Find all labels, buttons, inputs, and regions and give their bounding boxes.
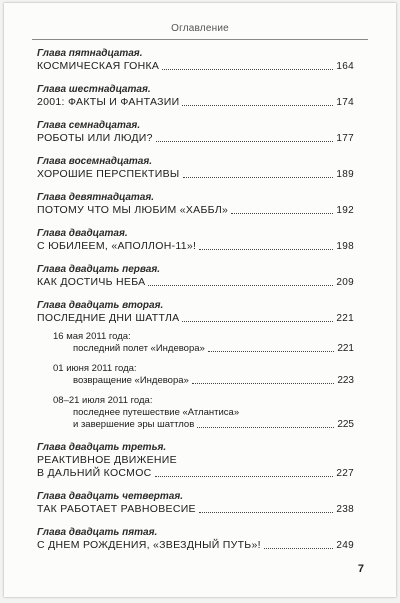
toc-entry [37, 120, 354, 145]
chapter-page-number: 192 [336, 205, 354, 216]
chapter-label: Глава семнадцатая. [37, 120, 141, 131]
dot-leader [183, 176, 334, 178]
chapter-title-row [37, 168, 354, 181]
chapter-title: ПОСЛЕДНИЕ ДНИ ШАТТЛА [37, 312, 180, 324]
chapter-label: Глава двадцать первая. [37, 264, 161, 275]
dot-leader [199, 248, 333, 250]
chapter-title-line: РЕАКТИВНОЕ ДВИЖЕНИЕ [37, 454, 177, 466]
chapter-label: Глава двадцать четвертая. [37, 491, 183, 502]
dot-leader [182, 320, 333, 322]
subsection-list [37, 331, 354, 431]
dot-leader [197, 426, 334, 428]
chapter-label: Глава восемнадцатая. [37, 156, 152, 167]
subsection-title-row [73, 343, 354, 355]
chapter-title: ХОРОШИЕ ПЕРСПЕКТИВЫ [37, 168, 180, 180]
chapter-title-row [37, 204, 354, 217]
chapter-page-number: 209 [336, 277, 354, 288]
running-head: Оглавление [171, 23, 229, 34]
dot-leader [264, 547, 334, 549]
subsection-title-row [73, 375, 354, 387]
chapter-page-number: 174 [336, 97, 354, 108]
dot-leader [231, 212, 333, 214]
toc-entry [37, 491, 354, 516]
chapter-title-row [37, 132, 354, 145]
chapter-title: 2001: ФАКТЫ И ФАНТАЗИИ [37, 96, 180, 108]
dot-leader [155, 475, 334, 477]
chapter-title: В ДАЛЬНИЙ КОСМОС [37, 467, 152, 479]
chapter-title: КОСМИЧЕСКАЯ ГОНКА [37, 60, 160, 72]
chapter-title: КАК ДОСТИЧЬ НЕБА [37, 276, 146, 288]
subsection-entry [53, 331, 354, 355]
dot-leader [182, 104, 333, 106]
book-page [4, 3, 396, 597]
chapter-title-row [37, 240, 354, 253]
chapter-title-row [37, 539, 354, 552]
toc-entry [37, 156, 354, 181]
dot-leader [199, 511, 334, 513]
dot-leader [148, 284, 333, 286]
chapter-page-number: 198 [336, 241, 354, 252]
subsection-title-line: последнее путешествие «Атлантиса» [73, 407, 240, 418]
chapter-title-row [37, 60, 354, 73]
subsection-entry [53, 395, 354, 431]
chapter-title-row [37, 503, 354, 516]
chapter-page-number: 227 [336, 468, 354, 479]
subsection-date: 16 мая 2011 года: [53, 331, 131, 342]
chapter-page-number: 238 [336, 504, 354, 515]
chapter-label: Глава двадцать третья. [37, 442, 167, 453]
chapter-page-number: 177 [336, 133, 354, 144]
chapter-label: Глава двадцать вторая. [37, 300, 164, 311]
chapter-label: Глава девятнадцатая. [37, 192, 155, 203]
toc-entry [37, 84, 354, 109]
dot-leader [192, 382, 334, 384]
table-of-contents [37, 48, 354, 563]
subsection-date: 08–21 июля 2011 года: [53, 395, 153, 406]
chapter-title: ТАК РАБОТАЕТ РАВНОВЕСИЕ [37, 503, 196, 515]
dot-leader [162, 68, 333, 70]
chapter-title-row [37, 96, 354, 109]
subsection-title: возвращение «Индевора» [73, 375, 189, 386]
chapter-page-number: 221 [336, 313, 354, 324]
toc-entry [37, 442, 354, 480]
chapter-title-row [37, 312, 354, 325]
subsection-page-number: 221 [337, 343, 354, 354]
dot-leader [208, 350, 334, 352]
toc-entry [37, 527, 354, 552]
toc-entry [37, 48, 354, 73]
subsection-page-number: 225 [337, 419, 354, 430]
chapter-label: Глава двадцатая. [37, 228, 128, 239]
chapter-label: Глава пятнадцатая. [37, 48, 143, 59]
chapter-title-row [37, 276, 354, 289]
chapter-page-number: 189 [336, 169, 354, 180]
page-number: 7 [357, 563, 364, 575]
chapter-label: Глава шестнадцатая. [37, 84, 151, 95]
header-rule [32, 39, 368, 40]
chapter-page-number: 164 [336, 61, 354, 72]
toc-entry [37, 192, 354, 217]
subsection-entry [53, 363, 354, 387]
toc-entry [37, 300, 354, 431]
chapter-title: С ДНЕМ РОЖДЕНИЯ, «ЗВЕЗДНЫЙ ПУТЬ»! [37, 539, 261, 551]
subsection-date: 01 июня 2011 года: [53, 363, 137, 374]
chapter-title: ПОТОМУ ЧТО МЫ ЛЮБИМ «ХАББЛ» [37, 204, 229, 216]
toc-entry [37, 228, 354, 253]
subsection-title: и завершение эры шаттлов [73, 419, 195, 430]
chapter-title-row [37, 467, 354, 480]
subsection-title-row [73, 419, 354, 431]
subsection-page-number: 223 [337, 375, 354, 386]
chapter-label: Глава двадцать пятая. [37, 527, 158, 538]
chapter-page-number: 249 [336, 540, 354, 551]
chapter-title: С ЮБИЛЕЕМ, «АПОЛЛОН-11»! [37, 240, 197, 252]
chapter-title: РОБОТЫ ИЛИ ЛЮДИ? [37, 132, 153, 144]
toc-entry [37, 264, 354, 289]
dot-leader [156, 140, 334, 142]
subsection-title: последний полет «Индевора» [73, 343, 205, 354]
